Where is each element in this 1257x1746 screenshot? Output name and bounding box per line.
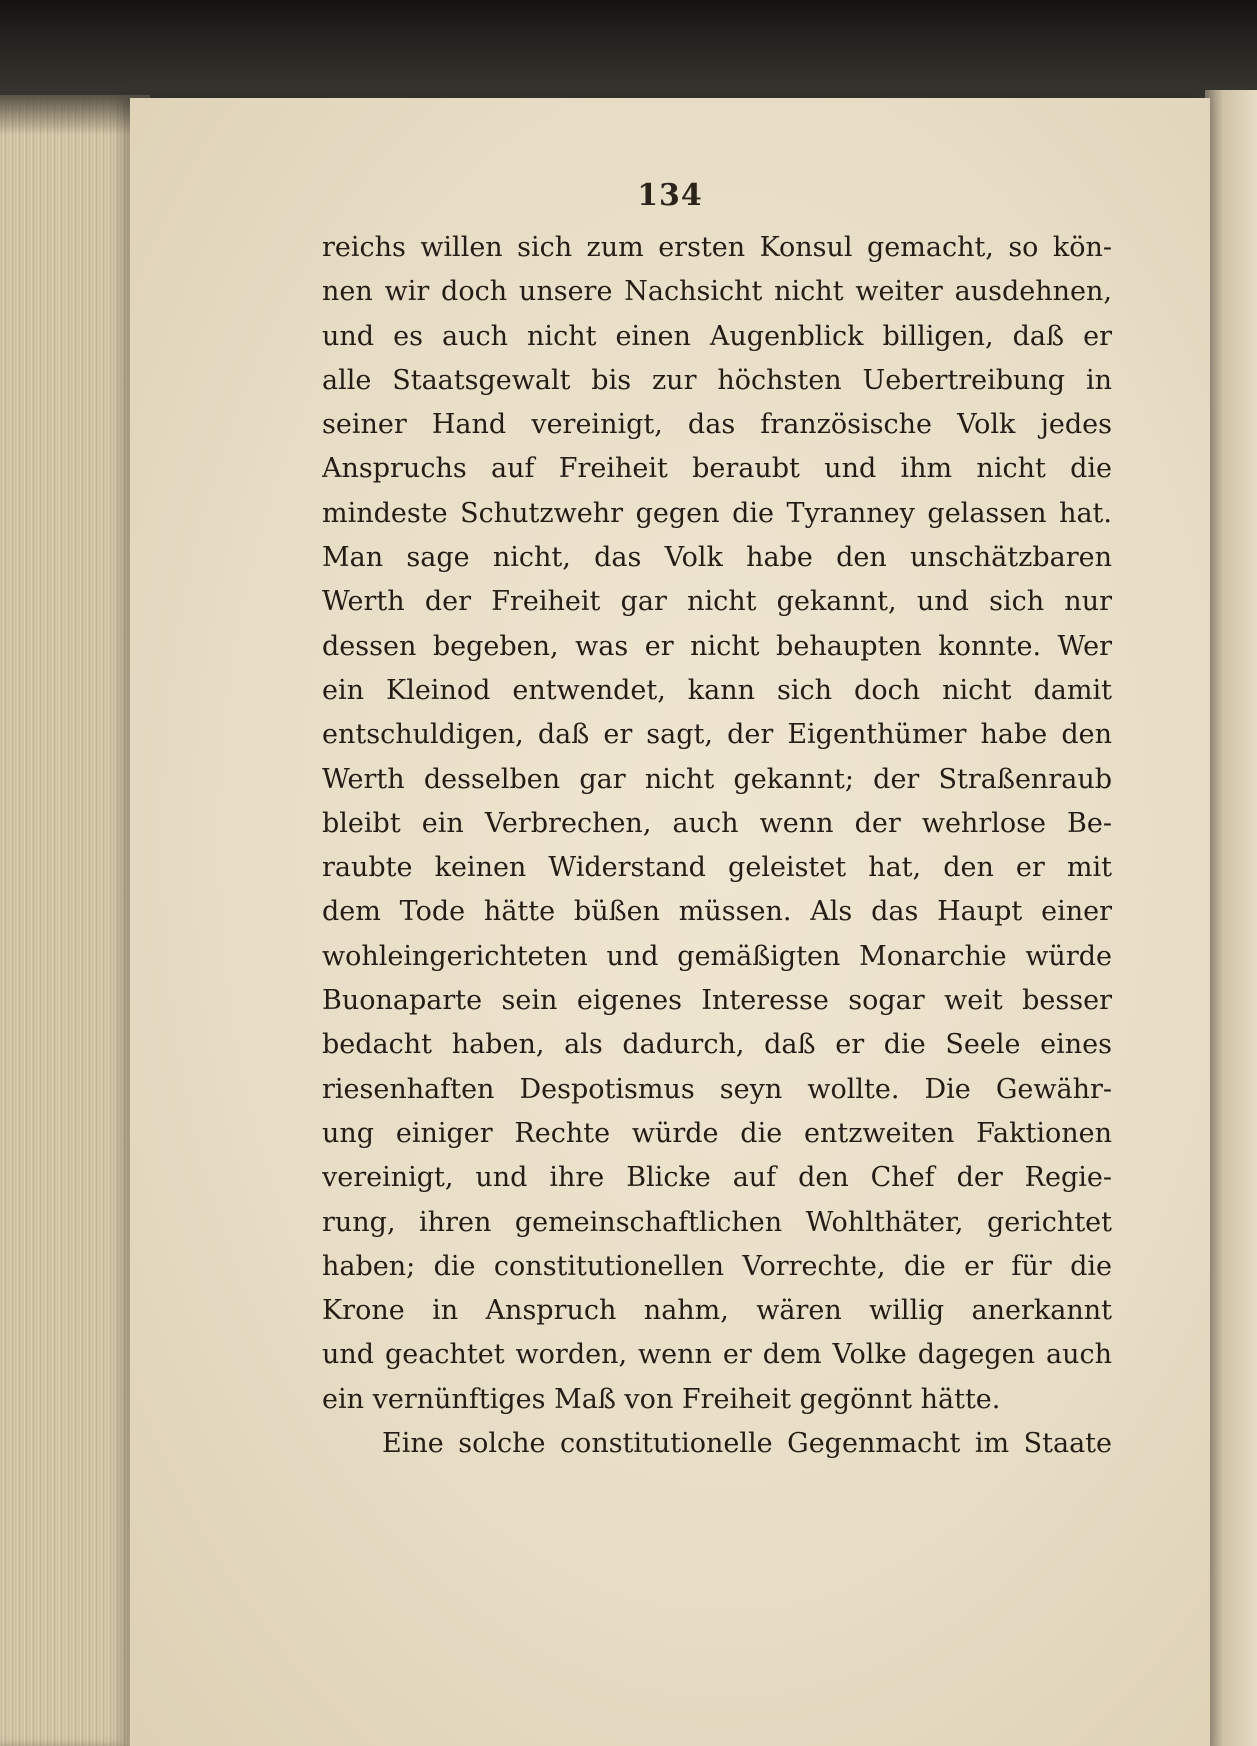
text-line: vereinigt, und ihre Blicke auf den Chef der Regie- bbox=[322, 1162, 1112, 1194]
text-line: Buonaparte sein eigenes Interesse sogar weit besser bbox=[322, 985, 1112, 1017]
text-line: Eine solche constitutionelle Gegenmacht im Staate bbox=[382, 1428, 1112, 1460]
text-line: alle Staatsgewalt bis zur höchsten Uebertreibung in bbox=[322, 364, 1112, 396]
text-line: entschuldigen, daß er sagt, der Eigenthümer habe den bbox=[322, 719, 1112, 751]
text-line: dessen begeben, was er nicht behaupten konnte. Wer bbox=[322, 630, 1112, 662]
text-line: dem Tode hätte büßen müssen. Als das Haupt einer bbox=[322, 896, 1112, 928]
text-line: wohleingerichteten und gemäßigten Monarchie würde bbox=[322, 940, 1112, 972]
text-line: bleibt ein Verbrechen, auch wenn der wehrlose Be- bbox=[322, 807, 1112, 839]
text-line: Man sage nicht, das Volk habe den unschätzbaren bbox=[322, 542, 1112, 574]
facing-page-edge bbox=[1205, 90, 1257, 1746]
text-line: ein vernünftiges Maß von Freiheit gegönnt hätte. bbox=[322, 1383, 1001, 1415]
text-line: und geachtet worden, wenn er dem Volke dagegen auch bbox=[322, 1339, 1112, 1371]
text-line: ung einiger Rechte würde die entzweiten Faktionen bbox=[322, 1117, 1112, 1149]
text-line: rung, ihren gemeinschaftlichen Wohlthäter, gerichtet bbox=[322, 1206, 1112, 1238]
text-line: nen wir doch unsere Nachsicht nicht weiter ausdehnen, bbox=[322, 276, 1112, 308]
text-line: ein Kleinod entwendet, kann sich doch nicht damit bbox=[322, 674, 1112, 706]
text-line: Anspruchs auf Freiheit beraubt und ihm nicht die bbox=[322, 453, 1112, 485]
text-line: mindeste Schutzwehr gegen die Tyranney gelassen hat. bbox=[322, 497, 1112, 529]
text-line: und es auch nicht einen Augenblick billigen, daß er bbox=[322, 320, 1112, 352]
text-line: seiner Hand vereinigt, das französische Volk jedes bbox=[322, 409, 1112, 441]
text-line: reichs willen sich zum ersten Konsul gemacht, so kön- bbox=[322, 232, 1112, 263]
text-line: haben; die constitutionellen Vorrechte, die er für die bbox=[322, 1250, 1112, 1282]
text-line: bedacht haben, als dadurch, daß er die Seele eines bbox=[322, 1029, 1112, 1061]
text-line: riesenhaften Despotismus seyn wollte. Die Gewähr- bbox=[322, 1073, 1112, 1105]
text-line: Krone in Anspruch nahm, wären willig anerkannt bbox=[322, 1295, 1112, 1327]
page-stack-edge bbox=[0, 95, 150, 1746]
text-line: Werth der Freiheit gar nicht gekannt, und sich nur bbox=[322, 586, 1112, 618]
page-number: 134 bbox=[637, 178, 703, 213]
text-line: Werth desselben gar nicht gekannt; der Straßenraub bbox=[322, 763, 1112, 795]
text-line: raubte keinen Widerstand geleistet hat, den er mit bbox=[322, 852, 1112, 884]
book-binding-edge bbox=[0, 0, 1257, 110]
page-body-text bbox=[322, 226, 1112, 1466]
book-page bbox=[130, 98, 1210, 1746]
